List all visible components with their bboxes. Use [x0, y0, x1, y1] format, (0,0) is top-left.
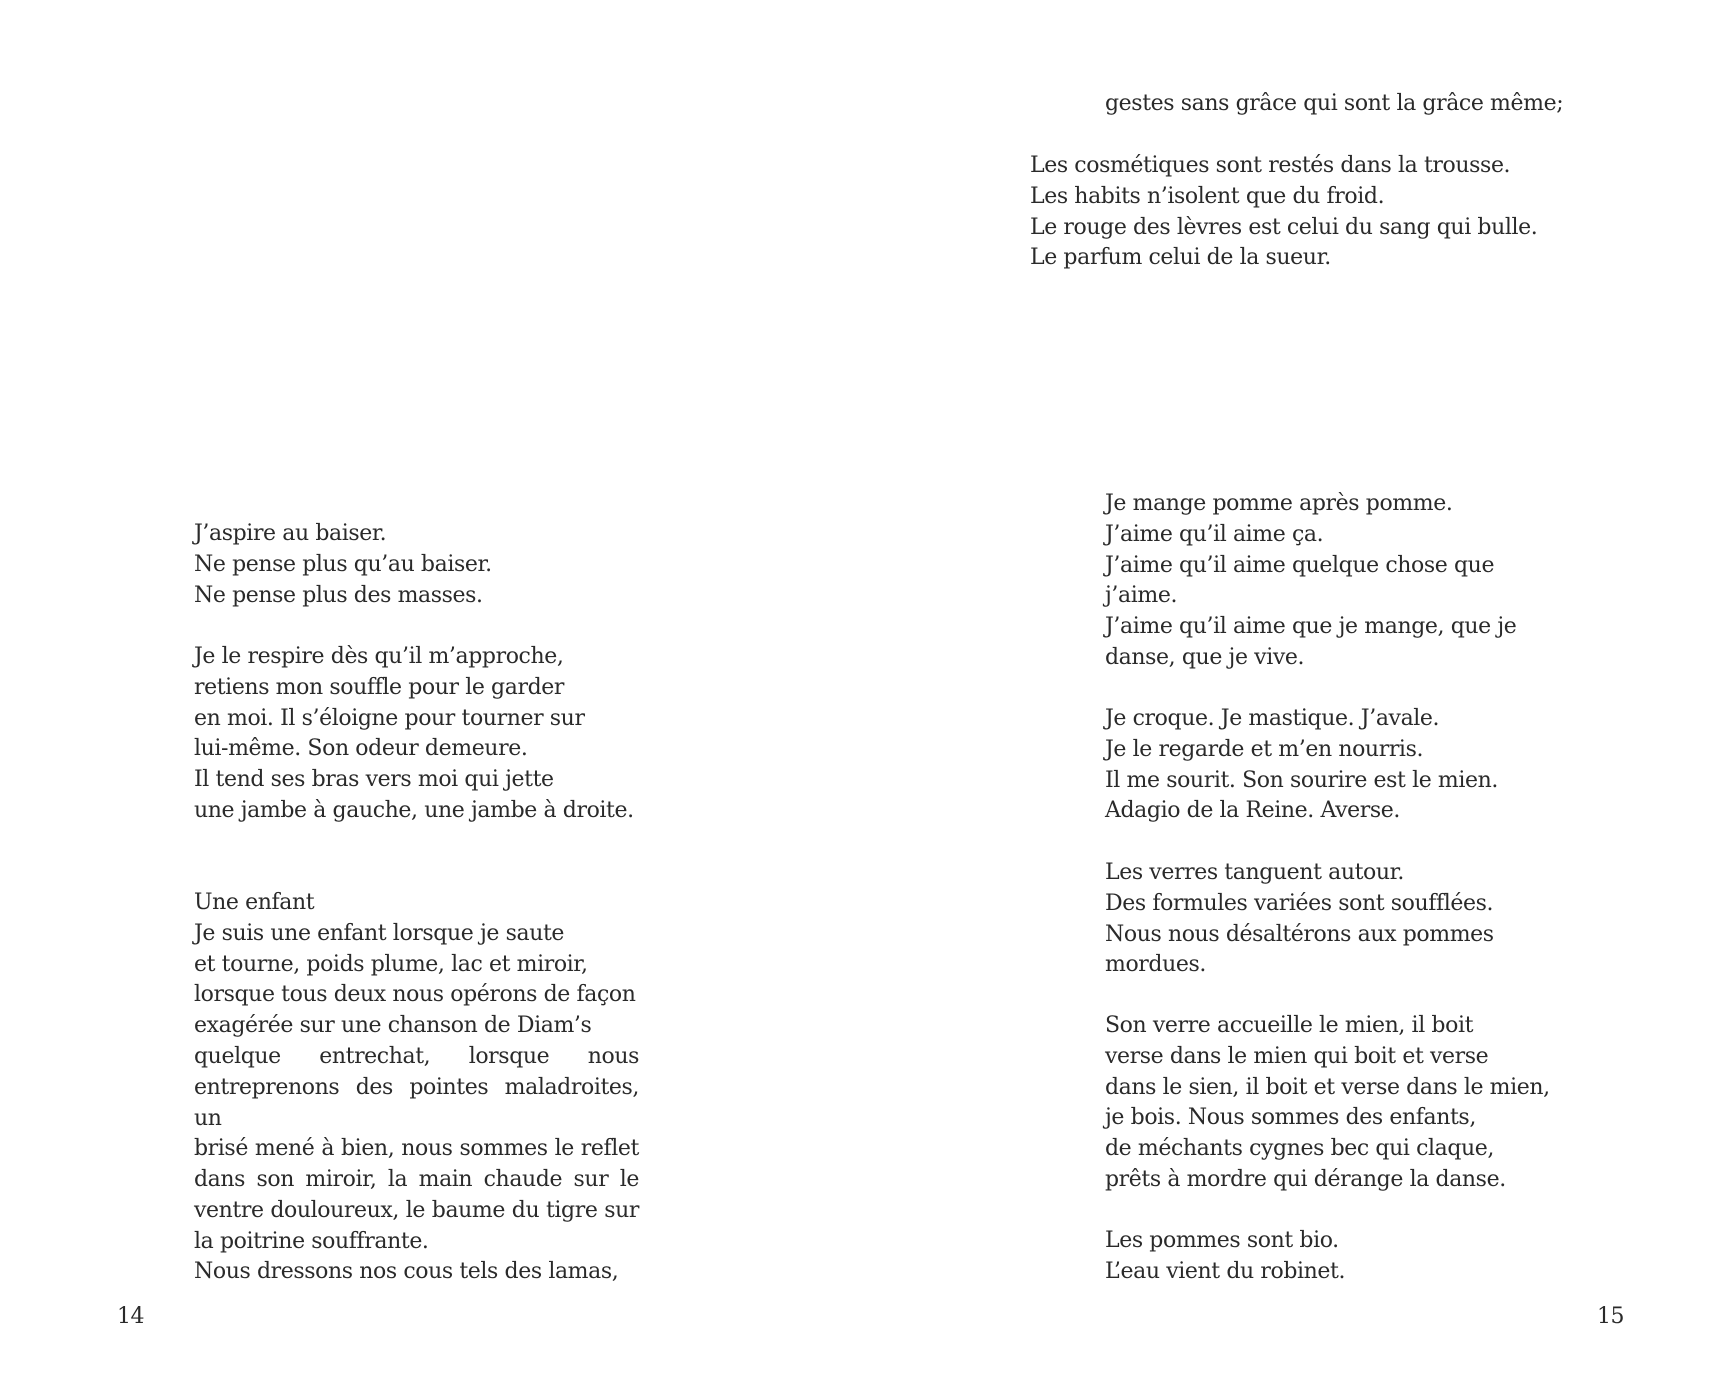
verse-line: mordues.	[1105, 952, 1206, 978]
stanza-pomme	[1105, 489, 1516, 674]
page-number: 15	[1597, 1304, 1624, 1329]
verse-line: je bois. Nous sommes des enfants,	[1105, 1105, 1476, 1131]
stanza-verre	[1105, 1011, 1550, 1196]
verse-line: J’aime qu’il aime quelque chose que	[1105, 552, 1495, 578]
page-number: 14	[117, 1304, 144, 1329]
right-page	[866, 0, 1732, 1378]
stanza-croque	[1105, 704, 1498, 827]
verse-line: Adagio de la Reine. Averse.	[1105, 798, 1400, 824]
verse-line: Il me sourit. Son sourire est le mien.	[1105, 767, 1499, 793]
stanza-pommes-bio	[1105, 1226, 1345, 1288]
stanza-aspire	[194, 519, 492, 611]
verse-line: J’aime qu’il aime que je mange, que je	[1105, 614, 1517, 640]
verse-line: Je mange pomme après pomme.	[1105, 491, 1453, 516]
verse-line: Nous nous désaltérons aux pommes	[1105, 921, 1494, 947]
verse-line: quelque entrechat, lorsque nous	[194, 1043, 639, 1069]
verse-line: Son verre accueille le mien, il boit	[1105, 1013, 1474, 1038]
verse-line: brisé mené à bien, nous sommes le reflet	[194, 1136, 639, 1162]
stanza-title: Une enfant	[194, 890, 315, 915]
verse-line: J’aspire au baiser.	[194, 521, 387, 546]
verse-line: et tourne, poids plume, lac et miroir,	[194, 951, 588, 977]
verse-line: Les habits n’isolent que du froid.	[1030, 183, 1385, 209]
verse-line: lorsque tous deux nous opérons de façon	[194, 982, 636, 1008]
verse-line: Les pommes sont bio.	[1105, 1228, 1339, 1253]
verse-line: Je le regarde et m’en nourris.	[1105, 736, 1424, 762]
verse-line: Les cosmétiques sont restés dans la trousse.	[1030, 153, 1511, 178]
verse-line: Le rouge des lèvres est celui du sang qui bulle.	[1030, 214, 1538, 240]
verse-line: J’aime qu’il aime ça.	[1105, 521, 1324, 547]
verse-line: verse dans le mien qui boit et verse	[1105, 1043, 1489, 1069]
stanza-lamas	[194, 1257, 618, 1288]
verse-line: ventre douloureux, le baume du tigre sur	[194, 1197, 639, 1223]
verse-line: Il tend ses bras vers moi qui jette	[194, 767, 554, 793]
verse-line: Nous dressons nos cous tels des lamas,	[194, 1259, 619, 1284]
verse-line: entreprenons des pointes maladroites, un	[194, 1074, 639, 1131]
verse-line: dans son miroir, la main chaude sur le	[194, 1167, 639, 1193]
verse-line: retiens mon souffle pour le garder	[194, 674, 564, 700]
verse-line: prêts à mordre qui dérange la danse.	[1105, 1166, 1506, 1192]
continued-line	[1105, 89, 1563, 120]
verse-line: Je le respire dès qu’il m’approche,	[194, 644, 564, 669]
verse-line: une jambe à gauche, une jambe à droite.	[194, 797, 634, 823]
stanza-une-enfant	[194, 888, 639, 1258]
verse-line: la poitrine souffrante.	[194, 1228, 429, 1254]
stanza-verres	[1105, 858, 1494, 981]
stanza-respire	[194, 642, 634, 827]
verse-line: Je croque. Je mastique. J’avale.	[1105, 706, 1440, 731]
verse-line: en moi. Il s’éloigne pour tourner sur	[194, 705, 585, 731]
verse-line: Ne pense plus des masses.	[194, 582, 483, 608]
verse-line: de méchants cygnes bec qui claque,	[1105, 1136, 1495, 1162]
stanza-cosmetiques	[1030, 151, 1537, 274]
verse-line: j’aime.	[1105, 583, 1178, 609]
verse-line: Les verres tanguent autour.	[1105, 860, 1404, 885]
verse-line: Ne pense plus qu’au baiser.	[194, 551, 492, 577]
verse-line: Des formules variées sont soufflées.	[1105, 890, 1494, 916]
verse-line: Le parfum celui de la sueur.	[1030, 245, 1331, 271]
verse-line: exagérée sur une chanson de Diam’s	[194, 1013, 592, 1039]
verse-line: L’eau vient du robinet.	[1105, 1258, 1346, 1284]
verse-line: danse, que je vive.	[1105, 644, 1305, 670]
verse-line: lui-même. Son odeur demeure.	[194, 736, 528, 762]
verse-line: dans le sien, il boit et verse dans le mien,	[1105, 1074, 1550, 1100]
verse-line: gestes sans grâce qui sont la grâce même;	[1105, 91, 1564, 116]
verse-line: Je suis une enfant lorsque je saute	[194, 920, 565, 946]
